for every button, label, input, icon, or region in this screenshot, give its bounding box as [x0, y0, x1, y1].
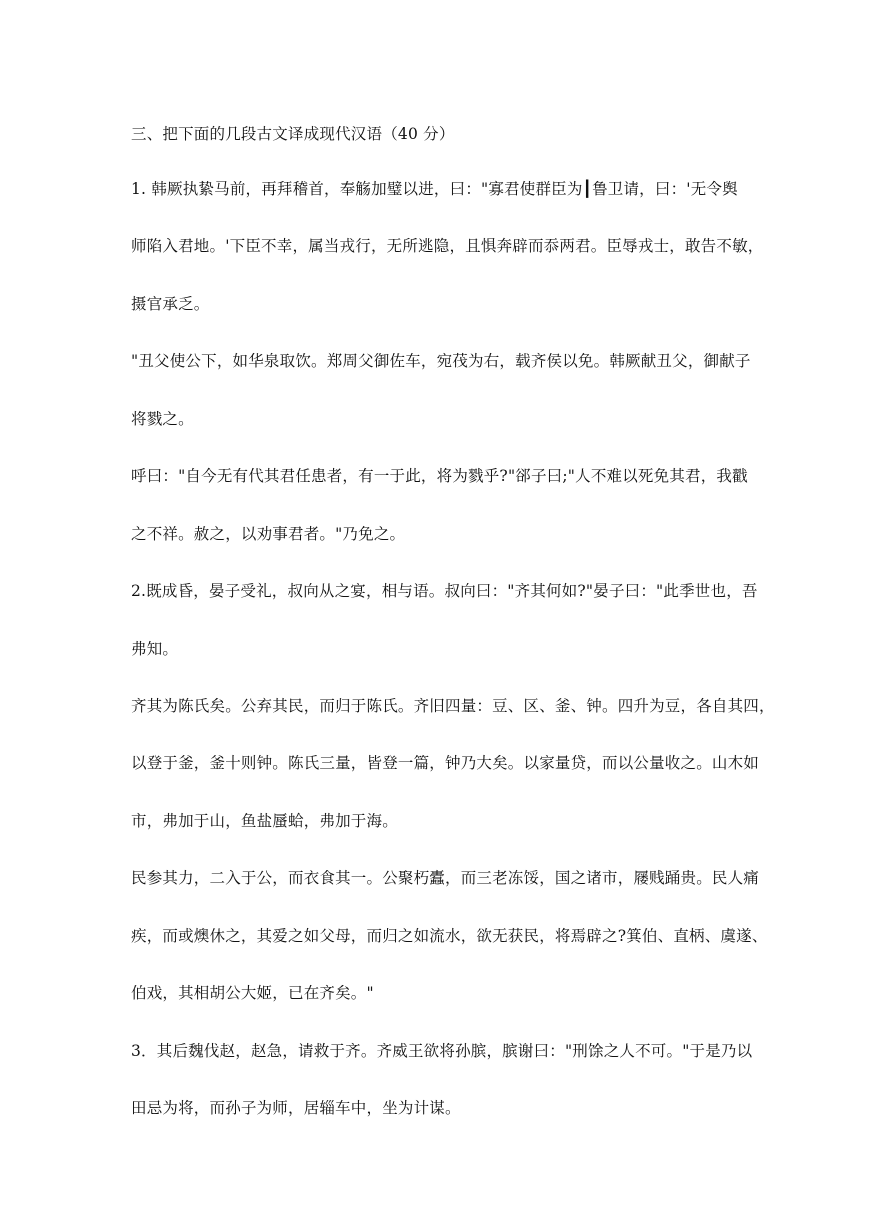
text-line: 疾，而或燠休之，其爱之如父母，而归之如流水，欲无获民，将焉辟之?箕伯、直柄、虞遂、: [131, 927, 768, 945]
text-line: 摄官承乏。: [131, 295, 210, 313]
text-line: 3．其后魏伐赵，赵急，请救于齐。齐威王欲将孙膑，膑谢曰："刑馀之人不可。"于是乃以: [131, 1042, 753, 1060]
text-line: 将戮之。: [131, 410, 194, 428]
text-line: "丑父使公下，如华泉取饮。郑周父御佐车，宛茷为右，载齐侯以免。韩厥献丑父，御献子: [131, 352, 751, 370]
text-line: 田忌为将，而孙子为师，居辎车中，坐为计谋。: [131, 1099, 461, 1117]
text-line: 弗知。: [131, 640, 179, 658]
text-line: 2.既成昏，晏子受礼，叔向从之宴，相与语。叔向曰："齐其何如?"晏子曰："此季世也，吾: [131, 582, 758, 600]
text-line: 1. 韩厥执絷马前，再拜稽首，奉觞加璧以进，曰："寡君使群臣为┃鲁卫请，曰：'无令舆: [131, 180, 738, 198]
text-line: 之不祥。赦之，以劝事君者。"乃免之。: [131, 525, 406, 543]
text-line: 伯戏，其相胡公大姬，已在齐矣。": [131, 984, 374, 1002]
section-heading: 三、把下面的几段古文译成现代汉语（40 分）: [131, 125, 455, 143]
text-line: 市，弗加于山，鱼盐蜃蛤，弗加于海。: [131, 812, 398, 830]
text-line: 以登于釜，釜十则钟。陈氏三量，皆登一篇，钟乃大矣。以家量贷，而以公量收之。山木如: [131, 754, 760, 772]
text-line: 齐其为陈氏矣。公弃其民，而归于陈氏。齐旧四量：豆、区、釜、钟。四升为豆，各自其四，: [131, 697, 775, 715]
text-line: 师陷入君地。'下臣不幸，属当戎行，无所逃隐，且惧奔辟而忝两君。臣辱戎士，敢告不敏，: [131, 237, 764, 255]
text-line: 呼曰："自今无有代其君任患者，有一于此，将为戮乎?"郤子曰;"人不难以死免其君，我戳: [131, 467, 748, 485]
text-line: 民参其力，二入于公，而衣食其一。公聚朽蠹，而三老冻馁，国之诸市，屦贱踊贵。民人痛: [131, 869, 760, 887]
